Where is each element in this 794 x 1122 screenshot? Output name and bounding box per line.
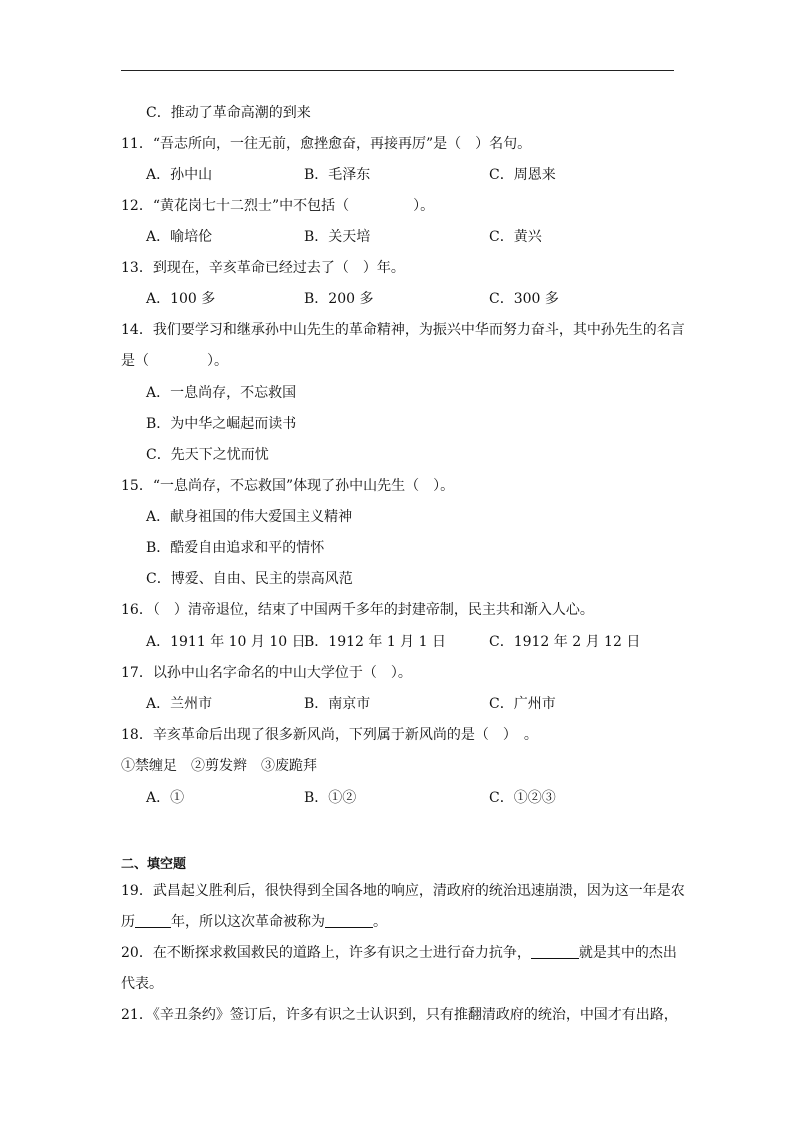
q19-line2: 历 年，所以这次革命被称为 。 (121, 914, 387, 930)
q20-line2: 代表。 (121, 976, 163, 992)
q16-option-a: A．1911 年 10 月 10 日 (146, 634, 306, 650)
q19-line1: 19．武昌起义胜利后，很快得到全国各地的响应，清政府的统治迅速崩溃，因为这一年是农 (121, 883, 685, 899)
q17-stem: 17．以孙中山名字命名的中山大学位于（ ）。 (121, 665, 412, 681)
q17-option-a: A．兰州市 (146, 696, 213, 712)
q14-stem-line2: 是（ ）。 (121, 353, 228, 369)
q17-option-b: B．南京市 (304, 696, 371, 712)
q11-stem: 11．“吾志所向，一往无前，愈挫愈奋，再接再厉”是（ ）名句。 (121, 136, 532, 152)
q18-option-a: A．① (146, 790, 185, 806)
q20-blank[interactable] (531, 944, 579, 959)
q21-line1: 21．《辛丑条约》签订后，许多有识之士认识到，只有推翻清政府的统治，中国才有出路， (121, 1007, 678, 1023)
q13-option-a: A．100 多 (146, 291, 216, 307)
q17-option-c: C．广州市 (489, 696, 556, 712)
q12-option-b: B．关天培 (304, 229, 371, 245)
q19-blank-1[interactable] (135, 913, 171, 928)
q18-option-b: B．①② (304, 790, 357, 806)
q15-option-a: A．献身祖国的伟大爱国主义精神 (146, 509, 353, 525)
q13-option-b: B．200 多 (304, 291, 374, 307)
q15-stem: 15．“一息尚存，不忘救国”体现了孙中山先生（ ）。 (121, 478, 455, 494)
q12-option-c: C．黄兴 (489, 229, 542, 245)
q18-option-c: C．①②③ (489, 790, 556, 806)
q14-option-c: C．先天下之忧而忧 (146, 447, 269, 463)
q11-option-b: B．毛泽东 (304, 167, 371, 183)
q12-stem: 12．“黄花岗七十二烈士”中不包括（ ）。 (121, 198, 435, 214)
q20-line1: 20．在不断探求救国救民的道路上，许多有识之士进行奋力抗争， 就是其中的杰出 (121, 945, 677, 961)
q10-option-c: C．推动了革命高潮的到来 (146, 105, 311, 121)
q11-option-a: A．孙中山 (146, 167, 213, 183)
q16-stem: 16．（ ）清帝退位，结束了中国两千多年的封建帝制，民主共和渐入人心。 (121, 602, 594, 618)
q12-option-a: A．喻培伦 (146, 229, 213, 245)
q14-option-a: A．一息尚存，不忘救国 (146, 385, 297, 401)
q18-stem: 18．辛亥革命后出现了很多新风尚，下列属于新风尚的是（ ） 。 (121, 727, 538, 743)
q13-stem: 13．到现在，辛亥革命已经过去了（ ）年。 (121, 260, 405, 276)
q14-option-b: B．为中华之崛起而读书 (146, 416, 297, 432)
q16-option-b: B．1912 年 1 月 1 日 (304, 634, 446, 650)
q15-option-b: B．酷爱自由追求和平的情怀 (146, 540, 325, 556)
section-title-fill-in: 二、填空题 (121, 857, 187, 872)
header-rule (121, 70, 674, 71)
q13-option-c: C．300 多 (489, 291, 559, 307)
q14-stem-line1: 14．我们要学习和继承孙中山先生的革命精神，为振兴中华而努力奋斗，其中孙先生的名言 (121, 322, 685, 338)
q15-option-c: C．博爱、自由、民主的崇高风范 (146, 571, 353, 587)
q19-blank-2[interactable] (325, 913, 373, 928)
q11-option-c: C．周恩来 (489, 167, 556, 183)
q16-option-c: C．1912 年 2 月 12 日 (489, 634, 641, 650)
q18-items: ①禁缠足 ②剪发辫 ③废跪拜 (121, 758, 317, 774)
